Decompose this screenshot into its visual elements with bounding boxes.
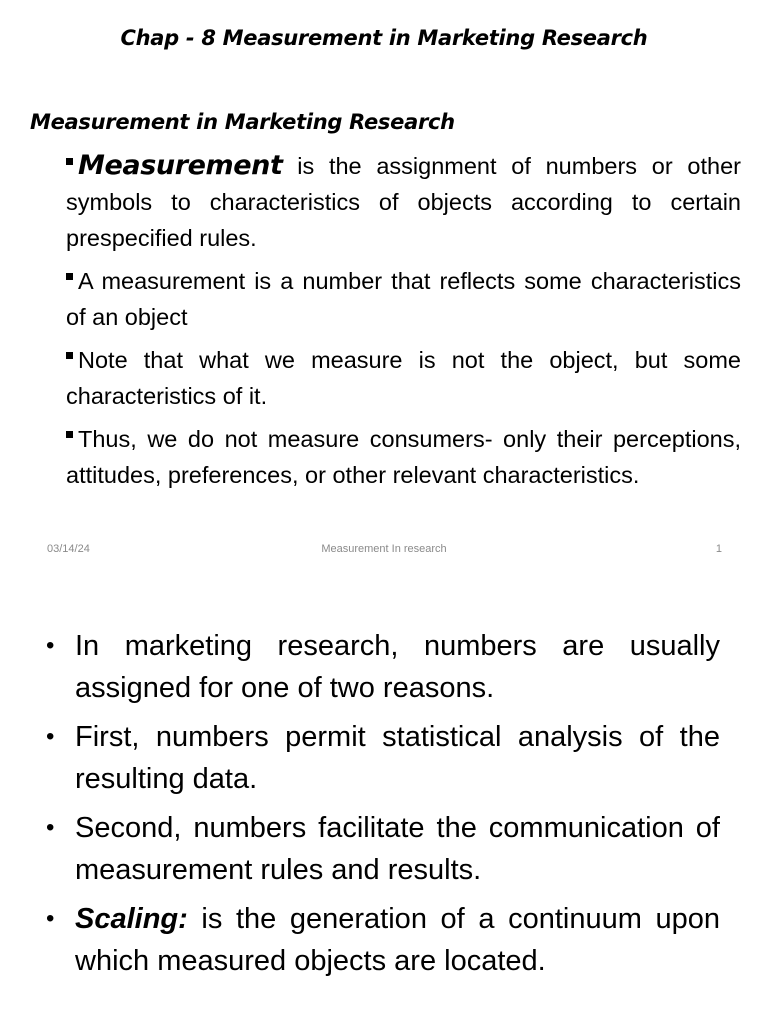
bold-term: Measurement [78,150,283,181]
slide2-bullet-list [46,625,720,989]
list-item [46,807,720,891]
bullet-dot-icon: • [46,632,55,659]
bullet-dot-icon: • [46,814,55,841]
list-item [46,716,720,800]
square-bullet-icon [66,158,73,165]
chapter-title: Chap - 8 Measurement in Marketing Research [120,26,648,50]
list-item [66,421,741,493]
bullet-dot-icon: • [46,905,55,932]
bullet-text: Second, numbers facilitate the communication of measurement rules and results. [75,812,720,886]
bullet-dot-icon: • [46,723,55,750]
list-item [66,263,741,335]
list-item [46,625,720,709]
square-bullet-icon [66,352,73,359]
list-item [66,342,741,414]
footer-title: Measurement In research [321,543,447,555]
bullet-text: is the assignment of numbers or other symbols to characteristics of objects according to certain prespecified rules. [66,153,741,251]
bullet-text: A measurement is a number that reflects some characteristics of an object [66,268,741,330]
list-item [46,898,720,982]
footer-date: 03/14/24 [47,543,90,555]
bullet-text: Note that what we measure is not the object, but some characteristics of it. [66,347,741,409]
bullet-text: Thus, we do not measure consumers- only their perceptions, attitudes, preferences, or other relevant characteristics. [66,426,741,488]
square-bullet-icon [66,431,73,438]
page-number: 1 [715,543,722,555]
bullet-text: In marketing research, numbers are usually assigned for one of two reasons. [75,630,720,704]
slide-title: Measurement in Marketing Research [30,110,455,134]
slide1-bullet-list [66,148,741,500]
square-bullet-icon [66,273,73,280]
bold-term: Scaling: [75,903,188,935]
list-item [66,148,741,256]
bullet-text: is the generation of a continuum upon which measured objects are located. [75,903,720,977]
bullet-text: First, numbers permit statistical analysis of the resulting data. [75,721,720,795]
